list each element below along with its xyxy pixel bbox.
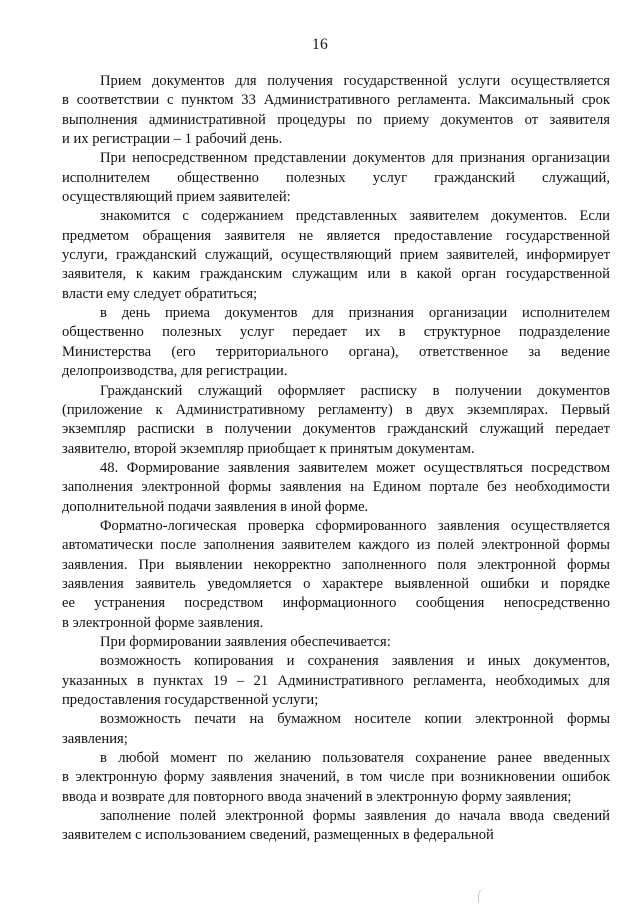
text-line: возможность копирования и сохранения заявления и иных документов,: [100, 653, 610, 670]
paragraph-p1: [62, 72, 610, 149]
text-line: заполнения электронной формы заявления на Едином портале без необходимости: [62, 479, 610, 496]
paragraph-p7: [62, 517, 610, 633]
text-line: общественно полезных услуг передает их в структурное подразделение: [62, 324, 610, 341]
paragraph-p6: [62, 459, 610, 517]
document-body: [62, 72, 610, 846]
text-line: услуги, гражданский служащий, осуществляющий прием заявителей, информирует: [62, 247, 610, 264]
paragraph-p2: [62, 149, 610, 207]
text-line: автоматически после заполнения заявителем каждого из полей электронной формы: [62, 537, 610, 554]
text-line: заявителя, к каким гражданским служащим или в какой орган государственной: [62, 266, 610, 283]
text-line: ее устранения посредством информационного сообщения непосредственно: [62, 595, 610, 612]
text-line: делопроизводства, для регистрации.: [62, 363, 288, 380]
text-line: и их регистрации – 1 рабочий день.: [62, 131, 283, 148]
text-line: заявителем с использованием сведений, размещенных в федеральной: [62, 827, 494, 844]
text-line: При формировании заявления обеспечивается:: [100, 633, 391, 650]
text-line: в любой момент по желанию пользователя сохранение ранее введенных: [100, 750, 610, 767]
text-line: Прием документов для получения государственной услуги осуществляется: [100, 73, 610, 89]
text-line: Министерства (его территориального органа), ответственное за ведение: [62, 343, 610, 360]
paragraph-p5: [62, 382, 610, 459]
text-line: в электронную форму заявления значений, в том числе при возникновении ошибок: [62, 769, 610, 786]
text-line: Форматно-логическая проверка сформированного заявления осуществляется: [100, 517, 610, 534]
text-line: в день приема документов для признания организации исполнителем: [100, 305, 610, 322]
text-line: исполнителем общественно полезных услуг гражданский служащий,: [62, 169, 610, 186]
text-line: в соответствии с пунктом 33 Административного регламента. Максимальный срок: [62, 92, 610, 109]
text-line: заполнение полей электронной формы заявления до начала ввода сведений: [100, 808, 610, 825]
text-line: заявления. При выявлении некорректно заполненного поля электронной формы: [62, 556, 610, 573]
paragraph-p10: [62, 710, 610, 749]
text-line: заявления;: [62, 730, 128, 747]
text-line: власти ему следует обратиться;: [62, 285, 258, 302]
text-line: заявителю, второй экземпляр приобщает к принятым документам.: [62, 440, 475, 457]
paragraph-p4: [62, 304, 610, 381]
text-line: (приложение к Административному регламенту) в двух экземплярах. Первый: [62, 401, 610, 418]
text-line: При непосредственном представлении документов для признания организации: [100, 150, 610, 167]
text-line: дополнительной подачи заявления в иной форме.: [62, 498, 369, 515]
text-line: предметом обращения заявителя не является предоставление государственной: [62, 227, 610, 244]
text-line: 48. Формирование заявления заявителем может осуществляться посредством: [100, 459, 610, 476]
paragraph-p11: [62, 749, 610, 807]
text-line: выполнения административной процедуры по приему документов от заявителя: [62, 111, 610, 128]
paragraph-p9: [62, 652, 610, 710]
paragraph-p3: [62, 207, 610, 304]
text-line: предоставления государственной услуги;: [62, 692, 319, 708]
scan-artifact-mark: [478, 888, 487, 902]
text-line: заявления заявитель уведомляется о характере выявленной ошибки и порядке: [62, 575, 610, 592]
text-line: ввода и возврате для повторного ввода значений в электронную форму заявления;: [62, 788, 572, 805]
text-line: экземпляр расписки в получении документов гражданский служащий передает: [62, 421, 610, 438]
page-number: 16: [312, 36, 328, 53]
text-line: указанных в пунктах 19 – 21 Административного регламента, необходимых для: [62, 672, 610, 689]
text-line: возможность печати на бумажном носителе копии электронной формы: [100, 711, 610, 728]
text-line: знакомится с содержанием представленных заявителем документов. Если: [100, 208, 610, 225]
paragraph-p8: [62, 633, 610, 652]
text-line: Гражданский служащий оформляет расписку в получении документов: [100, 382, 610, 399]
text-line: осуществляющий прием заявителей:: [62, 189, 291, 206]
text-line: в электронной форме заявления.: [62, 614, 264, 631]
paragraph-p12: [62, 807, 610, 846]
